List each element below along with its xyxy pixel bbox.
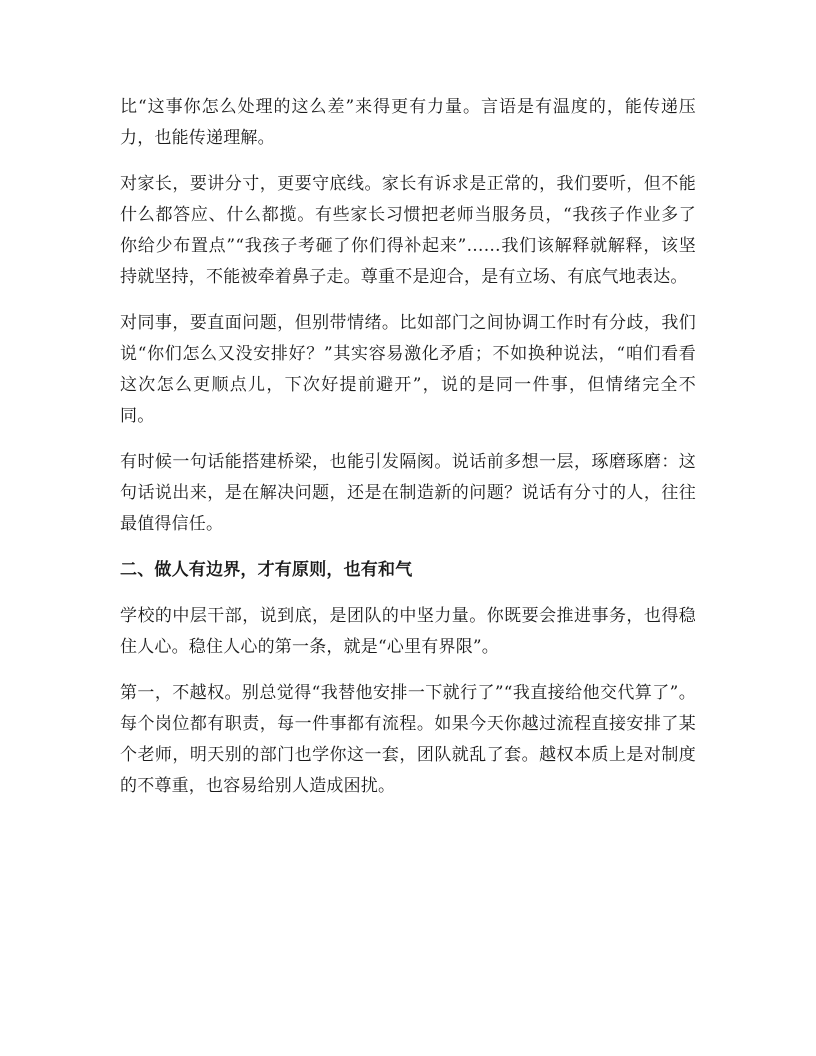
document-body — [120, 92, 696, 817]
paragraph: 对同事，要直面问题，但别带情绪。比如部门之间协调工作时有分歧，我们说“你们怎么又没安排好？”其实容易激化矛盾；不如换种说法，“咱们看看这次怎么更顺点儿，下次好提前避开”，说的是同一件事，但情绪完全不同。 — [120, 313, 696, 426]
section-heading: 二、做人有边界，才有原则，也有和气 — [120, 560, 413, 580]
paragraph: 有时候一句话能搭建桥梁，也能引发隔阂。说话前多想一层，琢磨琢磨：这句话说出来，是在解决问题，还是在制造新的问题？说话有分寸的人，往往最值得信任。 — [120, 452, 696, 534]
paragraph: 学校的中层干部，说到底，是团队的中坚力量。你既要会推进事务，也得稳住人心。稳住人心的第一条，就是“心里有界限”。 — [120, 606, 696, 657]
paragraph: 比“这事你怎么处理的这么差”来得更有力量。言语是有温度的，能传递压力，也能传递理解。 — [120, 97, 696, 148]
paragraph: 对家长，要讲分寸，更要守底线。家长有诉求是正常的，我们要听，但不能什么都答应、什么都揽。有些家长习惯把老师当服务员，“我孩子作业多了你给少布置点”“我孩子考砸了你们得补起来”……我们该解释就解释，该坚持就坚持，不能被牵着鼻子走。尊重不是迎合，是有立场、有底气地表达。 — [120, 174, 696, 287]
paragraph: 第一，不越权。别总觉得“我替他安排一下就行了”“我直接给他交代算了”。每个岗位都有职责，每一件事都有流程。如果今天你越过流程直接安排了某个老师，明天别的部门也学你这一套，团队就乱了套。越权本质上是对制度的不尊重，也容易给别人造成困扰。 — [120, 683, 696, 796]
